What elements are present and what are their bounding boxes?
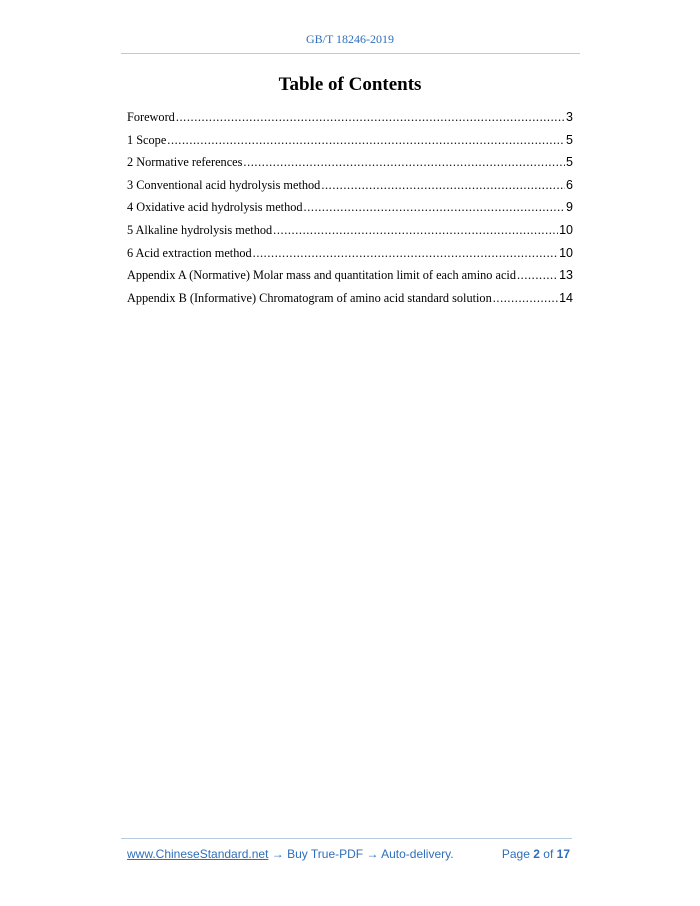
toc-entry-label: 6 Acid extraction method <box>127 245 252 260</box>
toc-entry-normative-references[interactable] <box>127 154 573 177</box>
toc-leader-dots <box>517 267 558 283</box>
toc-leader-dots <box>493 290 558 306</box>
table-of-contents <box>127 109 573 312</box>
toc-entry-page: 10 <box>559 245 573 260</box>
toc-entry-appendix-b[interactable] <box>127 290 573 313</box>
page-indicator <box>502 847 570 861</box>
toc-leader-dots <box>321 177 565 193</box>
toc-entry-page: 5 <box>566 155 573 170</box>
toc-entry-page: 9 <box>566 200 573 215</box>
total-pages-number: 17 <box>556 847 570 861</box>
toc-entry-label: Foreword <box>127 110 175 124</box>
toc-entry-page: 3 <box>566 110 573 124</box>
footer-divider <box>121 838 572 839</box>
header-divider <box>121 53 580 54</box>
toc-entry-label: Appendix A (Normative) Molar mass and quantitation limit of each amino acid <box>127 268 516 283</box>
toc-entry-page: 6 <box>566 177 573 192</box>
page-of-word: of <box>543 847 554 861</box>
toc-entry-acid-extraction[interactable] <box>127 245 573 268</box>
toc-entry-label: 5 Alkaline hydrolysis method <box>127 222 273 237</box>
toc-entry-page: 5 <box>566 132 573 147</box>
running-header <box>0 32 700 47</box>
promo-text: → Buy True-PDF → Auto-delivery. <box>268 847 454 861</box>
toc-entry-page: 13 <box>559 268 573 283</box>
toc-title: Table of Contents <box>278 74 422 95</box>
toc-leader-dots <box>167 132 565 148</box>
toc-leader-dots <box>176 109 565 125</box>
toc-entry-oxidative-acid-hydrolysis[interactable] <box>127 199 573 222</box>
toc-entry-page: 10 <box>559 222 573 237</box>
toc-entry-label: 4 Oxidative acid hydrolysis method <box>127 200 303 215</box>
toc-entry-label: 2 Normative references <box>127 155 243 170</box>
toc-leader-dots <box>253 245 558 261</box>
toc-entry-foreword[interactable] <box>127 109 573 132</box>
toc-entry-appendix-a[interactable] <box>127 267 573 290</box>
toc-leader-dots <box>273 222 558 238</box>
toc-entry-label: Appendix B (Informative) Chromatogram of amino acid standard solution <box>127 290 492 305</box>
footer-promo <box>127 847 454 861</box>
page-word: Page <box>501 847 530 861</box>
toc-entry-label: 1 Scope <box>127 132 167 147</box>
website-link[interactable]: www.ChineseStandard.net <box>127 847 269 861</box>
toc-leader-dots <box>243 154 565 170</box>
page-footer <box>127 847 572 863</box>
toc-entry-alkaline-hydrolysis[interactable] <box>127 222 573 245</box>
current-page-number: 2 <box>533 847 540 861</box>
standard-code: GB/T 18246-2019 <box>305 32 395 46</box>
toc-leader-dots <box>304 199 566 215</box>
toc-entry-scope[interactable] <box>127 132 573 155</box>
toc-entry-label: 3 Conventional acid hydrolysis method <box>127 177 321 192</box>
toc-entry-page: 14 <box>559 290 573 305</box>
toc-entry-conventional-acid-hydrolysis[interactable] <box>127 177 573 200</box>
